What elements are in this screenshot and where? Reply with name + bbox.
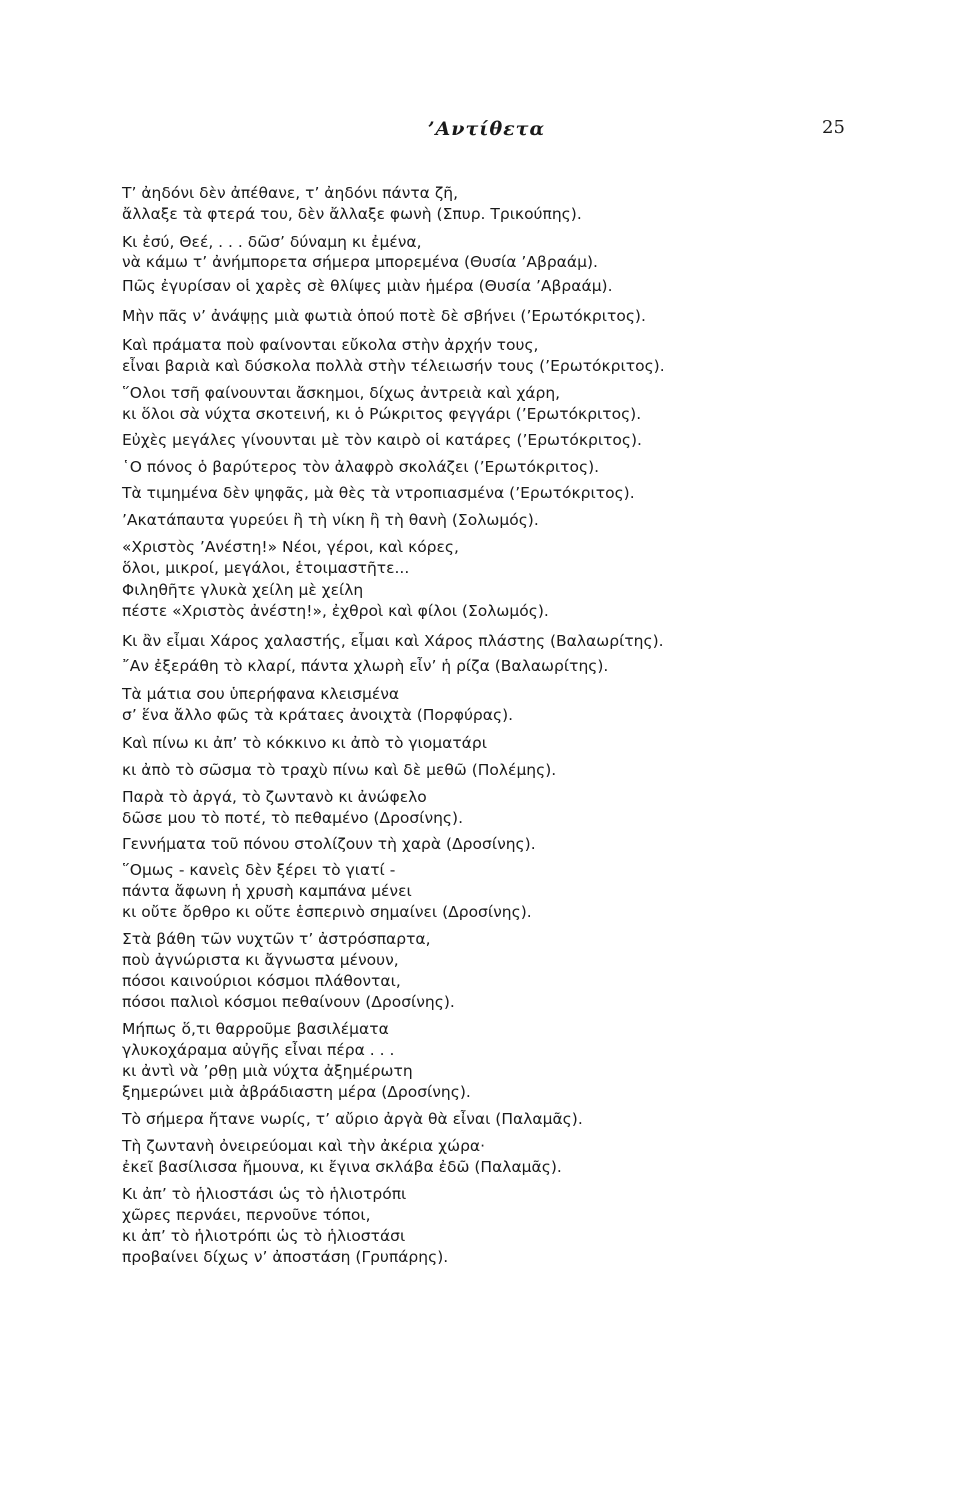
text-line: Πῶς ἐγυρίσαν οἱ χαρὲς σὲ θλίψες μιὰν ἡμέρα (Θυσία ’Αβραάμ).	[122, 277, 613, 295]
text-line: κι ἀπ’ τὸ ἡλιοτρόπι ὡς τὸ ἡλιοστάσι	[122, 1227, 406, 1245]
text-line: πάντα ἄφωνη ἡ χρυσὴ καμπάνα μένει	[122, 882, 412, 900]
text-line: Κι ἂν εἶμαι Χάρος χαλαστής, εἶμαι καὶ Χάρος πλάστης (Βαλαωρίτης).	[122, 632, 664, 650]
text-line: ἐκεῖ βασίλισσα ἤμουνα, κι ἔγινα σκλάβα ἐδῶ (Παλαμᾶς).	[122, 1158, 562, 1176]
text-line: Καὶ πίνω κι ἀπ’ τὸ κόκκινο κι ἀπὸ τὸ γιοματάρι	[122, 734, 487, 752]
text-line: ῞Ολοι τσῆ φαίνουνται ἄσκημοι, δίχως ἀντρειὰ καὶ χάρη,	[122, 384, 561, 402]
text-line: ξημερώνει μιὰ ἀβράδιαστη μέρα (Δροσίνης).	[122, 1083, 471, 1101]
text-line: σ’ ἕνα ἄλλο φῶς τὰ κράταες ἀνοιχτὰ (Πορφύρας).	[122, 706, 514, 724]
text-line: ῾Ο πόνος ὁ βαρύτερος τὸν ἀλαφρὸ σκολάζει (’Ερωτόκριτος).	[122, 458, 600, 476]
text-line: Φιληθῆτε γλυκὰ χείλη μὲ χείλη	[122, 581, 364, 599]
text-line: Κι ἀπ’ τὸ ἡλιοστάσι ὡς τὸ ἡλιοτρόπι	[122, 1185, 407, 1203]
page-number: 25	[822, 117, 845, 138]
text-line: Μήπως ὅ,τι θαρροῦμε βασιλέματα	[122, 1020, 389, 1038]
text-line: εἶναι βαριὰ καὶ δύσκολα πολλὰ στὴν τέλειωσήν τους (’Ερωτόκριτος).	[122, 357, 665, 375]
text-line: ἄλλαξε τὰ φτερά του, δὲν ἄλλαξε φωνὴ (Σπυρ. Τρικούπης).	[122, 205, 582, 223]
text-line: κι ὅλοι σὰ νύχτα σκοτεινή, κι ὁ Ρώκριτος φεγγάρι (’Ερωτόκριτος).	[122, 405, 642, 423]
text-line: Τὴ ζωντανὴ ὀνειρεύομαι καὶ τὴν ἀκέρια χώρα·	[122, 1137, 486, 1155]
text-line: πόσοι καινούριοι κόσμοι πλάθονται,	[122, 972, 401, 990]
text-line: Στὰ βάθη τῶν νυχτῶν τ’ ἀστρόσπαρτα,	[122, 930, 431, 948]
text-line: Τὸ σήμερα ἤτανε νωρίς, τ’ αὔριο ἀργὰ θὰ εἶναι (Παλαμᾶς).	[122, 1110, 583, 1128]
text-line: Τὰ τιμημένα δὲν ψηφᾶς, μὰ θὲς τὰ ντροπιασμένα (’Ερωτόκριτος).	[122, 484, 635, 502]
text-line: Γεννήματα τοῦ πόνου στολίζουν τὴ χαρὰ (Δροσίνης).	[122, 835, 536, 853]
text-line: κι οὔτε ὄρθρο κι οὔτε ἑσπερινὸ σημαίνει (Δροσίνης).	[122, 903, 532, 921]
text-line: πέστε «Χριστὸς ἀνέστη!», ἐχθροὶ καὶ φίλοι (Σολωμός).	[122, 602, 549, 620]
text-line: Τὰ μάτια σου ὑπερήφανα κλεισμένα	[122, 685, 400, 703]
text-line: ῞Ομως - κανεὶς δὲν ξέρει τὸ γιατί -	[122, 861, 396, 879]
text-line: Εὐχὲς μεγάλες γίνουνται μὲ τὸν καιρὸ οἱ κατάρες (’Ερωτόκριτος).	[122, 431, 642, 449]
text-line: Τ’ ἀηδόνι δὲν ἀπέθανε, τ’ ἀηδόνι πάντα ζῆ,	[122, 184, 459, 202]
text-line: ὅλοι, μικροί, μεγάλοι, ἑτοιμαστῆτε...	[122, 559, 410, 577]
text-line: δῶσε μου τὸ ποτέ, τὸ πεθαμένο (Δροσίνης).	[122, 809, 464, 827]
text-line: πόσοι παλιοὶ κόσμοι πεθαίνουν (Δροσίνης).	[122, 993, 455, 1011]
text-line: κι ἀπὸ τὸ σῶσμα τὸ τραχὺ πίνω καὶ δὲ μεθῶ (Πολέμης).	[122, 761, 557, 779]
text-line: ’Ακατάπαυτα γυρεύει ἢ τὴ νίκη ἢ τὴ θανὴ (Σολωμός).	[122, 511, 539, 529]
text-line: ῎Αν ἐξεράθη τὸ κλαρί, πάντα χλωρὴ εἶν’ ἡ ρίζα (Βαλαωρίτης).	[122, 657, 609, 675]
text-line: χῶρες περνάει, περνοῦνε τόποι,	[122, 1206, 371, 1224]
text-line: Παρὰ τὸ ἀργά, τὸ ζωντανὸ κι ἀνώφελο	[122, 788, 427, 806]
text-line: Μὴν πᾶς ν’ ἀνάψῃς μιὰ φωτιὰ ὁπού ποτὲ δὲ σβήνει (’Ερωτόκριτος).	[122, 307, 646, 325]
text-line: προβαίνει δίχως ν’ ἀποστάση (Γρυπάρης).	[122, 1248, 449, 1266]
text-line: γλυκοχάραμα αὐγῆς εἶναι πέρα . . .	[122, 1041, 395, 1059]
text-line: Καὶ πράματα ποὺ φαίνονται εὔκολα στὴν ἀρχήν τους,	[122, 336, 539, 354]
running-header-title: ’Αντίθετα	[427, 118, 546, 140]
text-line: «Χριστὸς ’Ανέστη!» Νέοι, γέροι, καὶ κόρες,	[122, 538, 459, 556]
text-line: κι ἀντὶ νὰ ’ρθῃ μιὰ νύχτα ἀξημέρωτη	[122, 1062, 413, 1080]
text-line: νὰ κάμω τ’ ἀνήμπορετα σήμερα μπορεμένα (Θυσία ’Αβραάμ).	[122, 253, 598, 271]
text-line: ποὺ ἀγνώριστα κι ἄγνωστα μένουν,	[122, 951, 399, 969]
text-line: Κι ἐσύ, Θεέ, . . . δῶσ’ δύναμη κι ἐμένα,	[122, 233, 422, 251]
